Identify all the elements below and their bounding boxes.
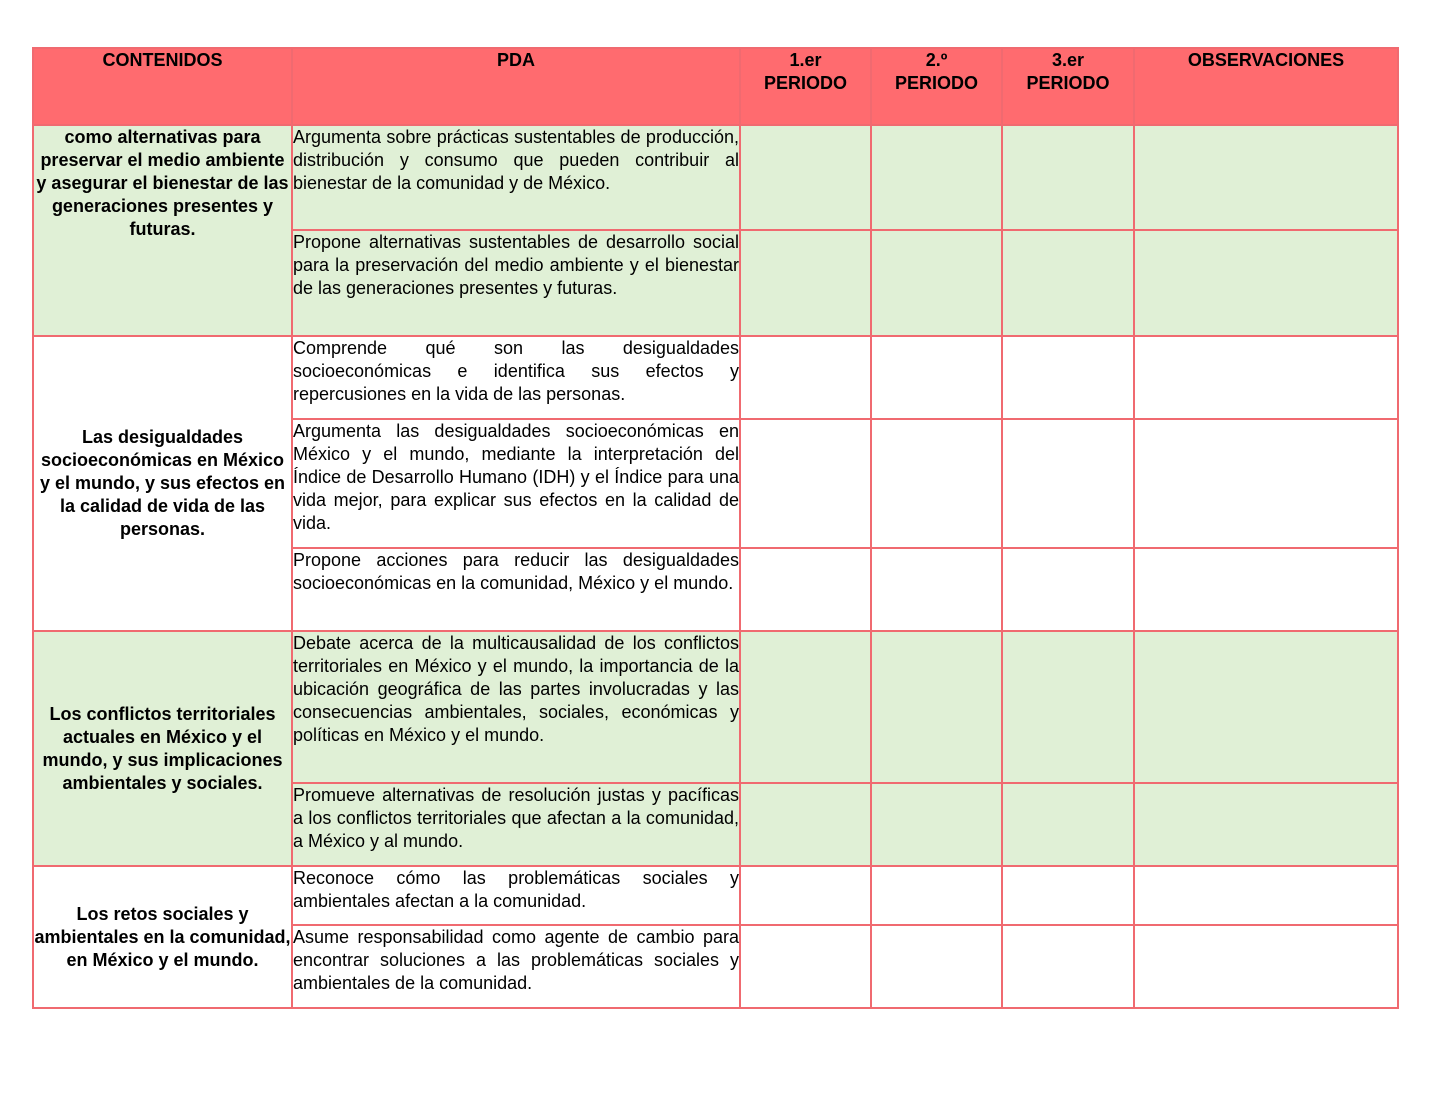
header-periodo-1	[740, 48, 871, 125]
periodo-1-cell[interactable]	[740, 925, 871, 1008]
header-periodo-2	[871, 48, 1002, 125]
observaciones-cell[interactable]	[1134, 925, 1398, 1008]
header-periodo-1-label: PERIODO	[763, 73, 847, 93]
observaciones-cell[interactable]	[1134, 631, 1398, 783]
periodo-3-cell[interactable]	[1002, 866, 1134, 925]
pda-cell: Reconoce cómo las problemáticas sociales y ambientales afectan a la comunidad.	[292, 866, 740, 925]
periodo-2-cell[interactable]	[871, 866, 1002, 925]
pda-cell: Debate acerca de la multicausalidad de los conflictos territoriales en México y el mundo, la importancia de la ubicación geográfica de las partes involucradas y las consecuencias ambientales, sociales, económicas y políticas en México y el mundo.	[292, 631, 740, 783]
header-observaciones: OBSERVACIONES	[1134, 48, 1398, 125]
table-row	[33, 125, 1398, 230]
pda-cell: Propone alternativas sustentables de desarrollo social para la preservación del medio ambiente y el bienestar de las generaciones presentes y futuras.	[292, 230, 740, 336]
periodo-3-cell[interactable]	[1002, 419, 1134, 548]
observaciones-cell[interactable]	[1134, 866, 1398, 925]
contenido-cell: Las desigualdades socioeconómicas en México y el mundo, y sus efectos en la calidad de vida de las personas.	[33, 336, 292, 631]
periodo-1-cell[interactable]	[740, 631, 871, 783]
observaciones-cell[interactable]	[1134, 548, 1398, 631]
pda-cell: Propone acciones para reducir las desigualdades socioeconómicas en la comunidad, México y el mundo.	[292, 548, 740, 631]
header-periodo-1-ordinal: 1.er	[789, 50, 822, 70]
periodo-2-cell[interactable]	[871, 783, 1002, 866]
pda-cell: Comprende qué son las desigualdades socioeconómicas e identifica sus efectos y repercusiones en la vida de las personas.	[292, 336, 740, 419]
pda-cell: Argumenta sobre prácticas sustentables de producción, distribución y consumo que pueden contribuir al bienestar de la comunidad y de México.	[292, 125, 740, 230]
contenido-cell: Los conflictos territoriales actuales en México y el mundo, y sus implicaciones ambientales y sociales.	[33, 631, 292, 866]
periodo-1-cell[interactable]	[740, 548, 871, 631]
periodo-3-cell[interactable]	[1002, 336, 1134, 419]
table-row	[33, 866, 1398, 925]
table-row	[33, 631, 1398, 783]
pda-cell: Argumenta las desigualdades socioeconómicas en México y el mundo, mediante la interpretación del Índice de Desarrollo Humano (IDH) y el Índice para una vida mejor, para explicar sus efectos en la calidad de vida.	[292, 419, 740, 548]
observaciones-cell[interactable]	[1134, 783, 1398, 866]
periodo-2-cell[interactable]	[871, 548, 1002, 631]
periodo-3-cell[interactable]	[1002, 631, 1134, 783]
periodo-1-cell[interactable]	[740, 230, 871, 336]
header-contenidos: CONTENIDOS	[33, 48, 292, 125]
periodo-2-cell[interactable]	[871, 125, 1002, 230]
periodo-1-cell[interactable]	[740, 783, 871, 866]
periodo-1-cell[interactable]	[740, 419, 871, 548]
pda-cell: Promueve alternativas de resolución justas y pacíficas a los conflictos territoriales que afectan a la comunidad, a México y al mundo.	[292, 783, 740, 866]
periodo-3-cell[interactable]	[1002, 230, 1134, 336]
contenido-cell: Los retos sociales y ambientales en la comunidad, en México y el mundo.	[33, 866, 292, 1008]
observaciones-cell[interactable]	[1134, 336, 1398, 419]
observaciones-cell[interactable]	[1134, 419, 1398, 548]
header-periodo-2-ordinal: 2.º	[925, 50, 948, 70]
header-periodo-3	[1002, 48, 1134, 125]
pda-cell: Asume responsabilidad como agente de cambio para encontrar soluciones a las problemáticas sociales y ambientales de la comunidad.	[292, 925, 740, 1008]
periodo-2-cell[interactable]	[871, 336, 1002, 419]
evaluation-table	[32, 47, 1399, 1009]
periodo-3-cell[interactable]	[1002, 125, 1134, 230]
periodo-2-cell[interactable]	[871, 631, 1002, 783]
contenido-cell: como alternativas para preservar el medio ambiente y asegurar el bienestar de las generaciones presentes y futuras.	[33, 125, 292, 336]
observaciones-cell[interactable]	[1134, 230, 1398, 336]
header-periodo-3-ordinal: 3.er	[1051, 50, 1085, 70]
observaciones-cell[interactable]	[1134, 125, 1398, 230]
header-periodo-2-label: PERIODO	[894, 73, 978, 93]
periodo-1-cell[interactable]	[740, 125, 871, 230]
header-pda: PDA	[292, 48, 740, 125]
periodo-3-cell[interactable]	[1002, 783, 1134, 866]
periodo-3-cell[interactable]	[1002, 925, 1134, 1008]
periodo-1-cell[interactable]	[740, 866, 871, 925]
periodo-2-cell[interactable]	[871, 925, 1002, 1008]
table-row	[33, 336, 1398, 419]
periodo-1-cell[interactable]	[740, 336, 871, 419]
periodo-2-cell[interactable]	[871, 230, 1002, 336]
header-periodo-3-label: PERIODO	[1026, 73, 1110, 93]
header-row	[33, 48, 1398, 125]
periodo-2-cell[interactable]	[871, 419, 1002, 548]
periodo-3-cell[interactable]	[1002, 548, 1134, 631]
